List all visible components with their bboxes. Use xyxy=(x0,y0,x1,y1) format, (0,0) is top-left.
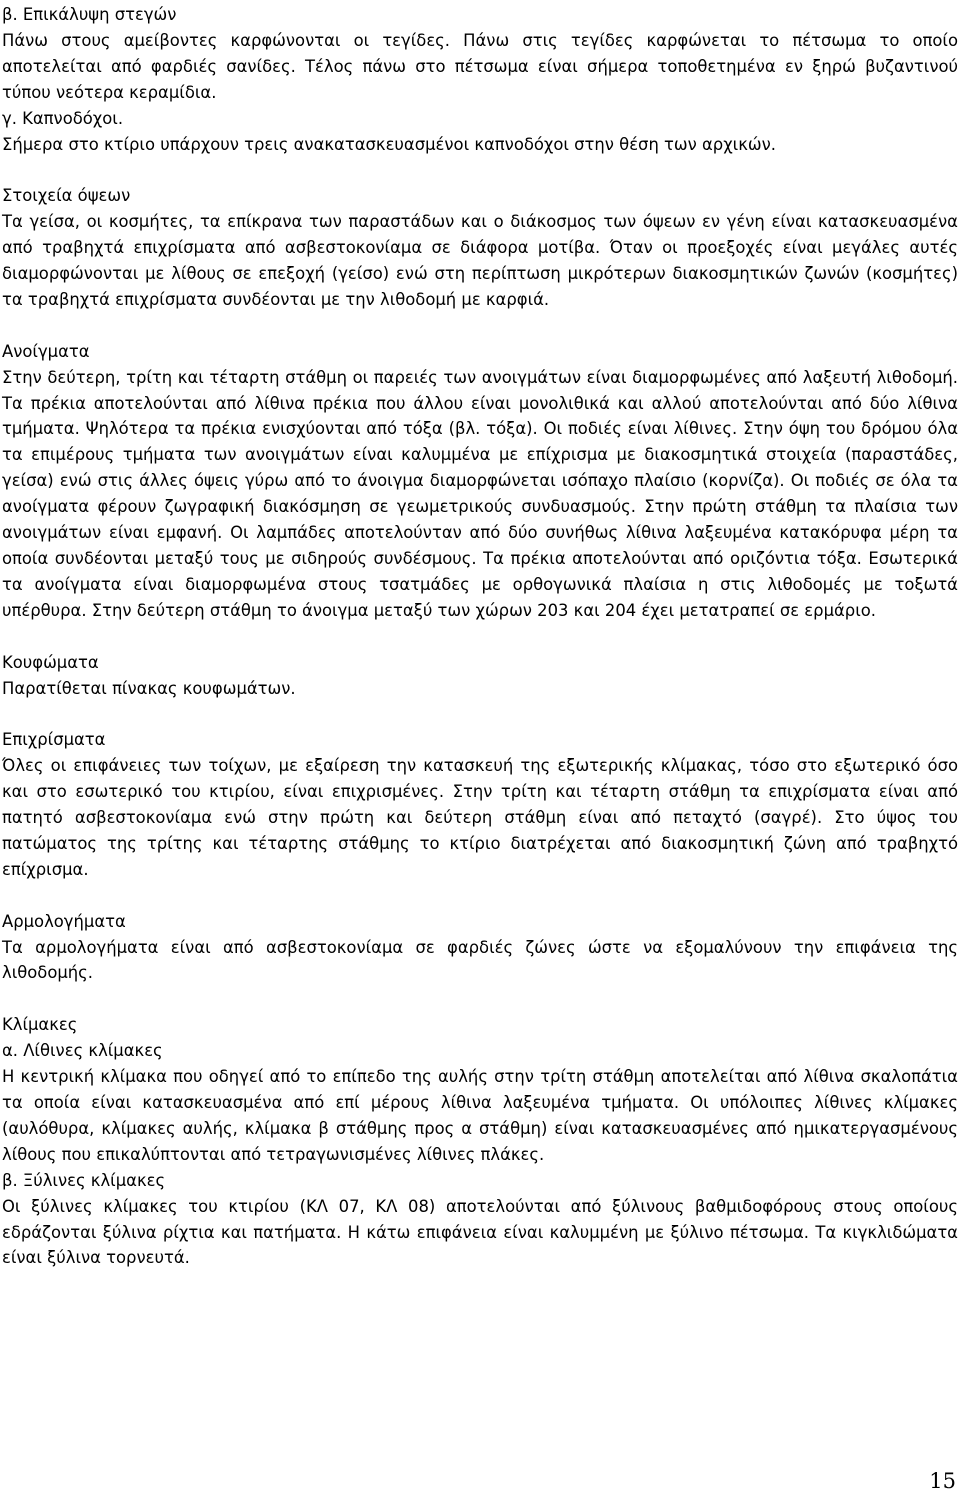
section-heading: Αρμολογήματα xyxy=(2,911,126,931)
section-heading: β. Επικάλυψη στεγών xyxy=(2,5,177,24)
section-pointing xyxy=(2,909,958,987)
spacer xyxy=(2,157,958,183)
section-chimneys xyxy=(2,106,958,158)
section-paragraph: Οι ξύλινες κλίμακες του κτιρίου (ΚΛ 07, ΚΛ 08) αποτελούνται από ξύλινους βαθμιδοφόρους στους οποίους εδράζονται ξύλινα ρίχτια και πατήματα. Η κάτω επιφάνεια είναι καλυμμένη με ξύλινο πέτσωμα. Τα κιγκλιδώματα είναι ξύλινα τορνευτά. xyxy=(2,1196,958,1268)
section-paragraph: Σήμερα στο κτίριο υπάρχουν τρεις ανακατασκευασμένοι καπνοδόχοι στην θέση των αρχικών. xyxy=(2,134,776,154)
section-roof-covering xyxy=(2,2,958,106)
section-plasters xyxy=(2,727,958,882)
section-heading: Στοιχεία όψεων xyxy=(2,186,131,206)
section-paragraph: Στην δεύτερη, τρίτη και τέταρτη στάθμη οι παρειές των ανοιγμάτων είναι διαμορφωμένες από λαξευτή λιθοδομή. Τα πρέκια αποτελούνται από λίθινα πρέκια που άλλου είναι μονολιθικά και αλλού αποτελούνται από δύο λίθινα τμήματα. Ψηλότερα τα πρέκια ενισχύονται από τόξα (βλ. τόξα). Οι ποδιές είναι λίθινες. Στην όψη του δρόμου όλα τα επιμέρους τμήματα των ανοιγμάτων είναι καλυμμένα με επίχρισμα με διακοσμητικά στοιχεία (παραστάδες, γείσα) ενώ στις άλλες όψεις γύρω από το άνοιγμα διαμορφώνεται ισόπαχο πλαίσιο (κορνίζα). Οι ποδιές σε όλα τα ανοίγματα φέρουν ζωγραφική διακόσμηση σε γεωμετρικούς συνδυασμούς. Στην πρώτη στάθμη τα πλαίσια των ανοιγμάτων είναι εμφανή. Οι λαμπάδες αποτελούνταν από δύο συνήθως λίθινα λαξευμένα κατακόρυφα μέρη τα οποία συνδέονται μεταξύ τους με σιδηρούς συνδέσμους. Τα πρέκια αποτελούνται από οριζόντια τόξα. Εσωτερικά τα ανοίγματα είναι διαμορφωμένα στους τσατμάδες με ορθογωνικά πλαίσια η στις λιθοδομές με τοξωτά υπέρθυρα. Στην δεύτερη στάθμη το άνοιγμα μεταξύ των χώρων 203 και 204 έχει μετατραπεί σε ερμάριο. xyxy=(2,367,958,620)
section-stairs xyxy=(2,1012,958,1038)
section-stone-stairs xyxy=(2,1038,958,1168)
page-number: 15 xyxy=(929,1469,956,1493)
section-wooden-stairs xyxy=(2,1168,958,1272)
section-openings xyxy=(2,339,958,624)
section-paragraph: Όλες οι επιφάνειες των τοίχων, με εξαίρεση την κατασκευή της εξωτερικής κλίμακας, τόσο στο εξωτερικό όσο και στο εσωτερικό του κτιρίου, είναι επιχρισμένες. Στην τρίτη και τέταρτη στάθμη τα επιχρίσματα είναι από πατητό ασβεστοκονίαμα ενώ στην πρώτη και δεύτερη στάθμη είναι από πεταχτό (σαγρέ). Στο ύψος του πατώματος της τρίτης και τέταρτης στάθμης το κτίριο διατρέχεται από διακοσμητική ζώνη από τραβηχτό επίχρισμα. xyxy=(2,756,958,879)
section-frames xyxy=(2,650,958,702)
section-heading: β. Ξύλινες κλίμακες xyxy=(2,1170,166,1190)
section-heading: γ. Καπνοδόχοι. xyxy=(2,108,124,128)
section-paragraph: Πάνω στους αμείβοντες καρφώνονται οι τεγίδες. Πάνω στις τεγίδες καρφώνεται το πέτσωμα το οποίο αποτελείται από φαρδιές σανίδες. Τέλος πάνω στο πέτσωμα είναι σήμερα τοποθετημένα εν ξηρώ βυζαντινού τύπου νεότερα κεραμίδια. xyxy=(2,30,958,102)
section-heading: Ανοίγματα xyxy=(2,341,90,361)
section-paragraph: Τα γείσα, οι κοσμήτες, τα επίκρανα των παραστάδων και ο διάκοσμος των όψεων εν γένη είναι κατασκευασμένα από τραβηχτά επιχρίσματα από ασβεστοκονίαμα σε διάφορα μοτίβα. Όταν οι προεξοχές είναι μεγάλες αυτές διαμορφώνονται με λίθους σε επεξοχή (γείσο) ενώ στη περίπτωση μικρότερων διακοσμητικών ζωνών (κοσμήτες) τα τραβηχτά επιχρίσματα συνδέονται με την λιθοδομή με καρφιά. xyxy=(2,212,958,309)
section-heading: Επιχρίσματα xyxy=(2,730,106,750)
section-paragraph: Τα αρμολογήματα είναι από ασβεστοκονίαμα σε φαρδιές ζώνες ώστε να εξομαλύνουν την επιφάνεια της λιθοδομής. xyxy=(2,937,958,983)
section-paragraph: Η κεντρική κλίμακα που οδηγεί από το επίπεδο της αυλής στην τρίτη στάθμη αποτελείται από λίθινα σκαλοπάτια τα οποία είναι κατασκευασμένα από επί μέρους λίθινα λαξευμένα τμήματα. Οι υπόλοιπες λίθινες κλίμακες (αυλόθυρα, κλίμακες αυλής, κλίμακα β στάθμης προς α στάθμη) είναι κατασκευασμένες από ημικατεργασμένους λίθους που επικαλύπτονται από τετραγωνισμένες λίθινες πλάκες. xyxy=(2,1067,958,1164)
section-heading: α. Λίθινες κλίμακες xyxy=(2,1041,163,1061)
section-heading: Κουφώματα xyxy=(2,652,99,672)
section-paragraph: Παρατίθεται πίνακας κουφωμάτων. xyxy=(2,678,296,698)
section-facade-elements xyxy=(2,183,958,313)
section-heading: Κλίμακες xyxy=(2,1015,78,1035)
